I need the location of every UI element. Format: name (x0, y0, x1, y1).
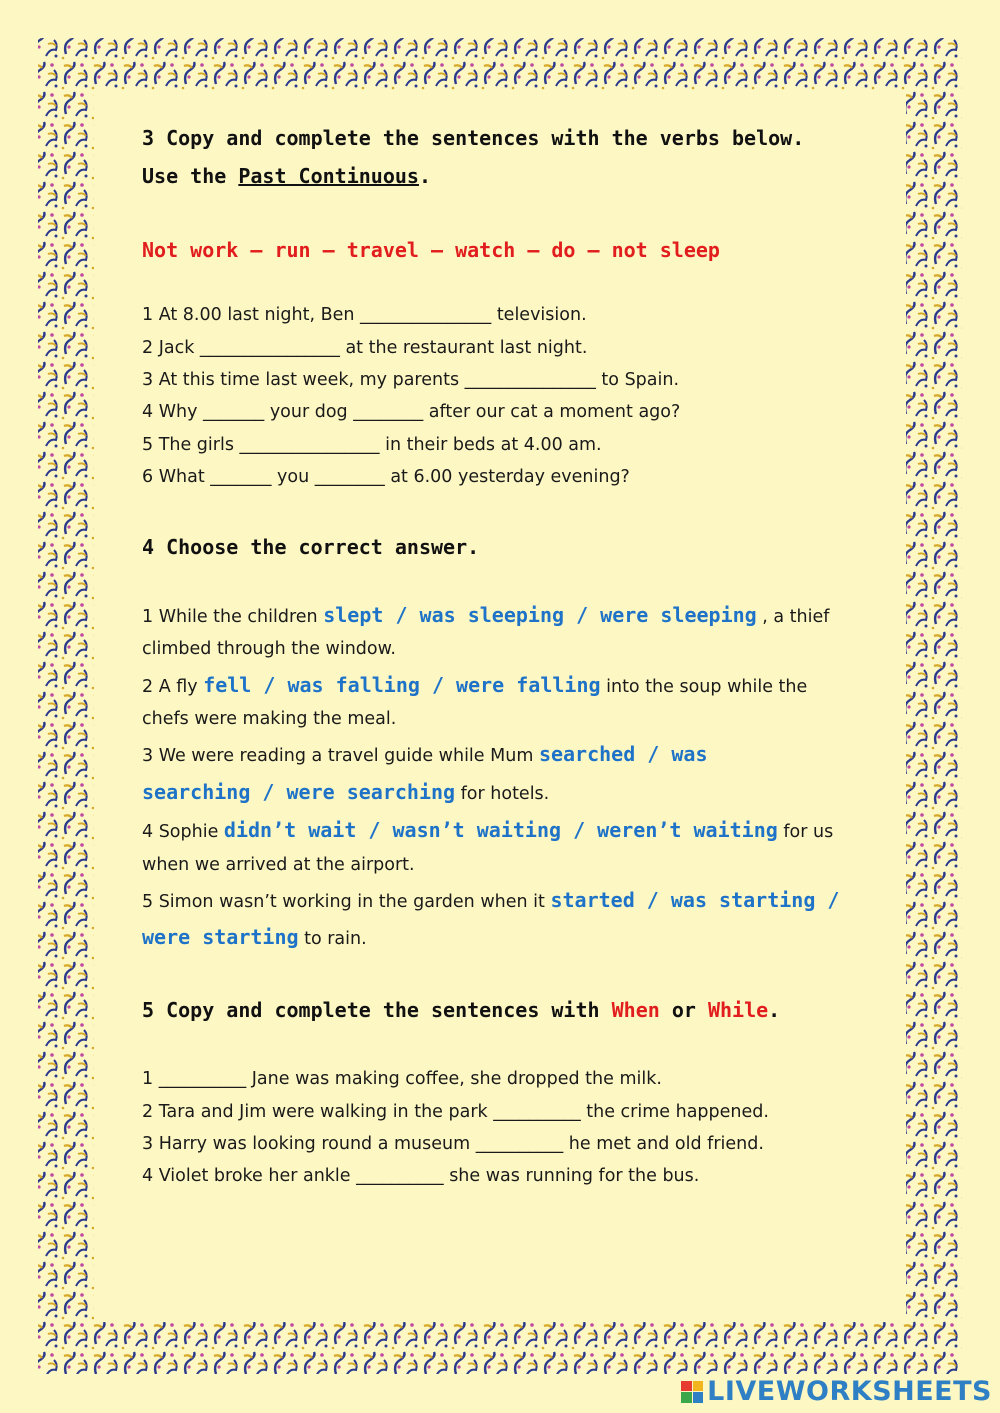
when-label: When (611, 998, 660, 1022)
ex4-question-3: 3 We were reading a travel guide while Mum searched / was (142, 742, 708, 766)
q3-options-a[interactable]: searched / was (538, 742, 708, 766)
exercise-5-title: 5 Copy and complete the sentences with When or While. (142, 998, 781, 1022)
ex3-sentence-2: 2 Jack ________________ at the restaurant last night. (142, 338, 588, 358)
exercise-3-title: 3 Copy and complete the sentences with the verbs below. Use the Past Continuous. (142, 126, 805, 188)
ex4-question-1: 1 While the children slept / was sleeping / were sleeping , a thief (142, 603, 830, 627)
ex3-sentence-5: 5 The girls ________________ in their beds at 4.00 am. (142, 435, 602, 455)
ex3-sentence-4: 4 Why _______ your dog ________ after our cat a moment ago? (142, 402, 681, 422)
ex4-question-1-cont: climbed through the window. (142, 639, 396, 659)
q4-options[interactable]: didn’t wait / wasn’t waiting / weren’t waiting (223, 818, 778, 842)
ex4-question-3-cont: searching / were searching for hotels. (142, 780, 550, 804)
liveworksheets-logo: LIVEWORKSHEETS (681, 1376, 992, 1407)
title-text: Use the (142, 164, 239, 188)
q1-options[interactable]: slept / was sleeping / were sleeping (323, 603, 757, 627)
ex4-question-5-cont: were starting to rain. (142, 925, 367, 949)
ex4-question-2-cont: chefs were making the meal. (142, 709, 397, 729)
ex5-sentence-3: 3 Harry was looking round a museum __________ he met and old friend. (142, 1134, 764, 1154)
ex4-question-4: 4 Sophie didn’t wait / wasn’t waiting / weren’t waiting for us (142, 818, 834, 842)
ex5-sentence-1: 1 __________ Jane was making coffee, she dropped the milk. (142, 1069, 662, 1089)
verb-list: Not work – run – travel – watch – do – not sleep (142, 238, 720, 262)
ex3-sentence-3: 3 At this time last week, my parents _______________ to Spain. (142, 370, 680, 390)
q5-options-b[interactable]: were starting (142, 925, 299, 949)
while-label: While (707, 998, 769, 1022)
q2-options[interactable]: fell / was falling / were falling (203, 673, 601, 697)
ex3-sentence-1: 1 At 8.00 last night, Ben _______________ television. (142, 305, 587, 325)
q5-options-a[interactable]: started / was starting / (550, 888, 840, 912)
ex3-sentence-6: 6 What _______ you ________ at 6.00 yesterday evening? (142, 467, 630, 487)
ex5-sentence-2: 2 Tara and Jim were walking in the park __________ the crime happened. (142, 1102, 769, 1122)
ex4-question-5: 5 Simon wasn’t working in the garden when it started / was starting / (142, 888, 840, 912)
ex4-question-4-cont: when we arrived at the airport. (142, 855, 415, 875)
ex5-sentence-4: 4 Violet broke her ankle __________ she was running for the bus. (142, 1166, 700, 1186)
exercise-4-title: 4 Choose the correct answer. (142, 535, 480, 559)
ex4-question-2: 2 A fly fell / was falling / were falling into the soup while the (142, 673, 808, 697)
logo-icon (681, 1381, 703, 1403)
q3-options-b[interactable]: searching / were searching (142, 780, 456, 804)
past-continuous-label: Past Continuous (238, 164, 419, 188)
